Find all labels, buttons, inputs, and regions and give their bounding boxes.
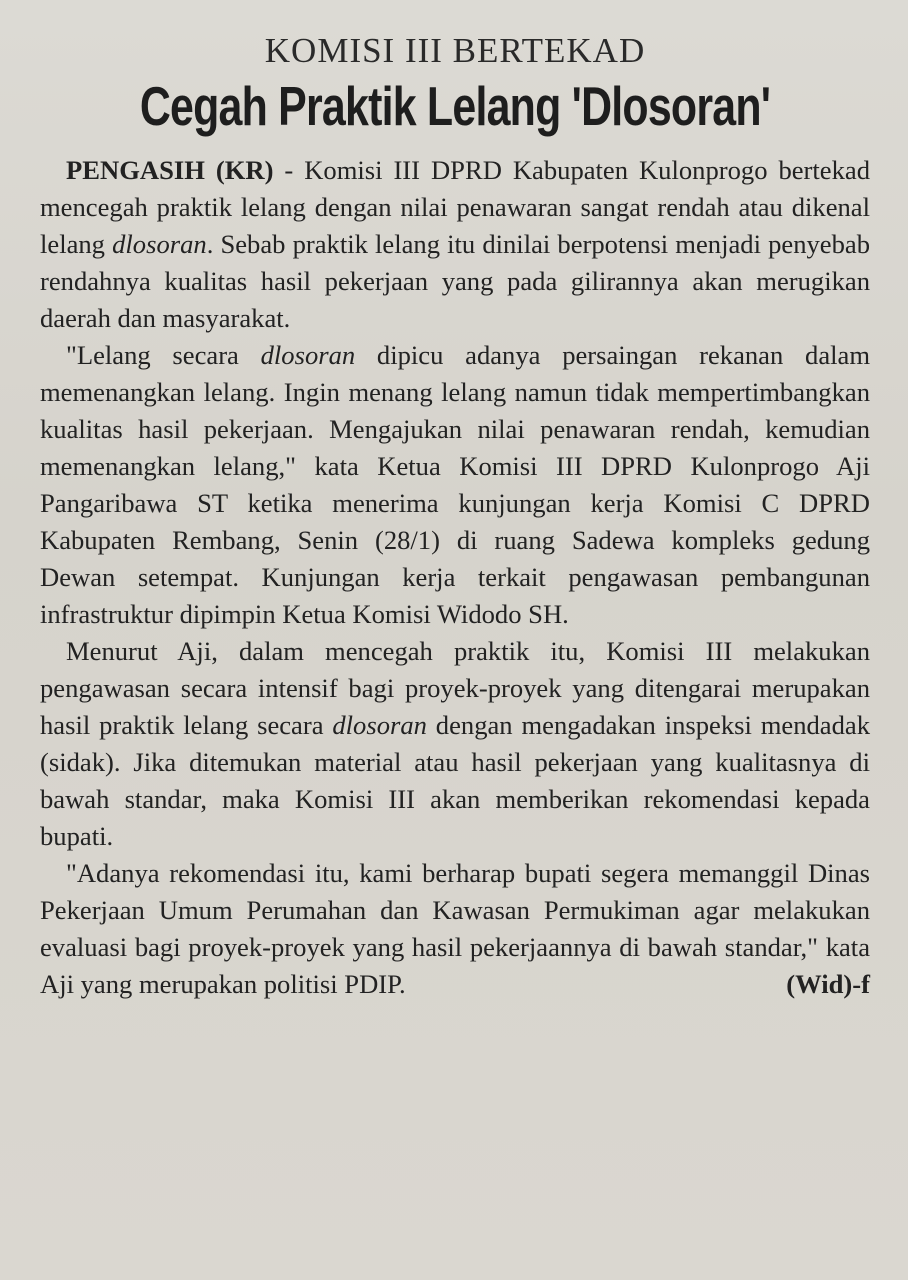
paragraph-3 (40, 633, 870, 855)
headline: Cegah Praktik Lelang 'Dlosoran' (139, 75, 771, 137)
p1-text-b: . Sebab praktik lelang itu dinilai berpotensi menjadi penyebab rendahnya kualitas hasil pekerjaan yang pada gilirannya akan merugikan daerah dan masyarakat. (40, 228, 870, 333)
p1-italic: dlosoran (112, 228, 207, 259)
kicker: KOMISI III BERTEKAD (264, 31, 646, 70)
p2-text-a: "Lelang secara (66, 339, 261, 370)
p2-text-b: dipicu adanya persaingan rekanan dalam memenangkan lelang. Ingin menang lelang namun tidak mempertimbangkan kualitas hasil pekerjaan. Mengajukan nilai penawaran rendah, kemudian memenangkan lelang," kata Ketua Komisi III DPRD Kulonprogo Aji Pangaribawa ST ketika menerima kunjungan kerja Komisi C DPRD Kabupaten Rembang, Senin (28/1) di ruang Sadewa kompleks gedung Dewan setempat. Kunjungan kerja terkait pengawasan pembangunan infrastruktur dipimpin Ketua Komisi Widodo SH. (40, 339, 871, 629)
p3-text-b: dengan mengadakan inspeksi mendadak (sidak). Jika ditemukan material atau hasil pekerjaan yang kualitasnya di bawah standar, maka Komisi III akan memberikan rekomendasi kepada bupati. (40, 709, 870, 851)
p1-text-a: - Komisi III DPRD Kabupaten Kulonprogo bertekad mencegah praktik lelang dengan nilai penawaran sangat rendah atau dikenal lelang (40, 154, 870, 259)
paragraph-2 (40, 337, 870, 633)
p3-italic: dlosoran (332, 709, 427, 740)
p3-text-a: Menurut Aji, dalam mencegah praktik itu, Komisi III melakukan pengawasan secara intensif bagi proyek-proyek yang ditengarai merupakan hasil praktik lelang secara (40, 635, 870, 740)
dateline: PENGASIH (KR) (66, 154, 274, 185)
p2-italic: dlosoran (260, 339, 356, 370)
paragraph-1 (40, 152, 870, 337)
byline: (Wid)-f (786, 968, 870, 999)
p4-text: "Adanya rekomendasi itu, kami berharap bupati segera memanggil Dinas Pekerjaan Umum Perumahan dan Kawasan Permukiman agar melakukan evaluasi bagi proyek-proyek yang hasil pekerjaannya di bawah standar," kata Aji yang merupakan politisi PDIP. (40, 857, 870, 999)
article-body (40, 152, 870, 1003)
paragraph-4 (40, 855, 870, 1003)
